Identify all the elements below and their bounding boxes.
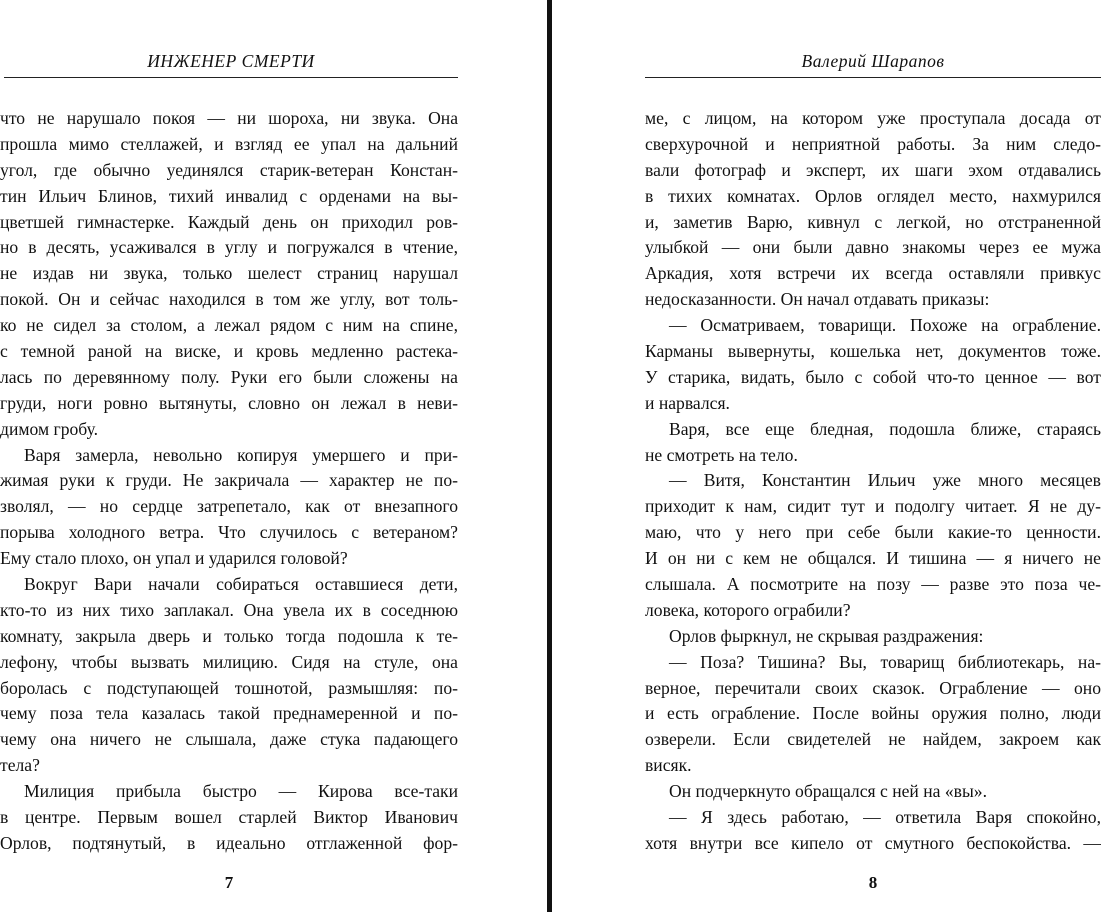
text-line: Карманы вывернуты, кошелька нет, документов тоже. [645,341,1101,362]
text-line: но в десять, усаживался в углу и погружался в чтение, [0,237,458,258]
left-page [0,0,458,912]
text-line: боролась с подступающей тошнотой, размышляя: по- [0,677,458,698]
text-line: и, заметив Варю, кивнул с легкой, но отстраненной [645,211,1101,232]
text-line: чему она ничего не слышала, даже стука падающего [0,729,458,750]
text-line: приходит к нам, сидит тут и подолгу читает. Я не ду- [645,496,1101,517]
page-number: 7 [224,873,234,892]
text-line: жимая руки к груди. Не закричала — характер не по- [0,470,458,491]
text-line: зволял, — но сердце затрепетало, как от внезапного [0,496,458,517]
text-line: хотя внутри все кипело от смутного беспокойства. — [645,832,1101,853]
text-line: Милиция прибыла быстро — Кирова все-таки [24,781,458,802]
text-line: И он ни с кем не общался. И тишина — я ничего не [645,548,1101,569]
text-line: димом гробу. [0,418,99,439]
running-head-author: Валерий Шарапов [645,49,1101,78]
page-body-text [645,106,1101,857]
text-line: тела? [0,755,40,776]
text-line: слышала. А посмотрите на позу — разве это поза че- [645,574,1101,595]
text-line: висяк. [645,755,692,776]
text-line: Варя замерла, невольно копируя умершего и при- [24,444,458,465]
text-line: груди, ноги ровно вытянуты, словно он лежал в неви- [0,392,458,413]
text-line: что не нарушало покоя — ни шороха, ни звука. Она [0,108,458,128]
text-line: — Поза? Тишина? Вы, товарищ библиотекарь, на- [669,651,1101,672]
page-body-text [0,106,458,857]
text-line: Он подчеркнуто обращался с ней на «вы». [669,781,987,802]
text-line: лефону, чтобы вызвать милицию. Сидя на стуле, она [0,651,458,672]
text-line: — Я здесь работаю, — ответила Варя спокойно, [669,807,1101,828]
text-line: в тихих комнатах. Орлов оглядел место, нахмурился [645,185,1101,206]
text-line: не издав ни звука, только шелест страниц нарушал [0,263,458,284]
text-line: кто-то из них тихо заплакал. Она увела их в соседнюю [0,599,458,620]
right-page [645,0,1101,912]
text-line: Орлов фыркнул, не скрывая раздражения: [669,625,984,646]
text-line: Орлов, подтянутый, в идеально отглаженной фор- [0,832,458,853]
text-line: чему поза тела казалась такой преднамеренной и по- [0,703,458,724]
text-line: угол, где обычно уединялся старик-ветеран Констан- [0,159,458,180]
text-line: Вокруг Вари начали собираться оставшиеся дети, [24,574,458,595]
running-head-book-title: ИНЖЕНЕР СМЕРТИ [4,49,458,78]
book-gutter-divider [547,0,552,912]
text-line: Ему стало плохо, он упал и ударился головой? [0,548,348,569]
text-line: ме, с лицом, на котором уже проступала досада от [645,108,1101,128]
text-line: ко не сидел за столом, а лежал рядом с ним на спине, [0,315,458,336]
text-line: ловека, которого ограбили? [645,599,851,620]
text-line: — Осматриваем, товарищи. Похоже на ограбление. [669,315,1101,336]
text-line: не смотреть на тело. [645,444,798,465]
text-line: — Витя, Константин Ильич уже много месяцев [669,470,1101,491]
text-line: и нарвался. [645,392,730,413]
text-line: цветшей гимнастерке. Каждый день он приходил ров- [0,211,458,232]
text-line: маю, что у него при себе были какие-то ценности. [645,522,1101,543]
text-line: верное, перечитали своих сказок. Ограбление — оно [645,677,1101,698]
text-line: улыбкой — они были давно знакомы через ее мужа [645,237,1101,258]
text-line: озверели. Если свидетелей не найдем, закроем как [645,729,1101,750]
text-line: в центре. Первым вошел старлей Виктор Иванович [0,807,458,828]
text-line: порыва холодного ветра. Что случилось с ветераном? [0,522,458,543]
text-line: недосказанности. Он начал отдавать приказы: [645,289,990,310]
text-line: с темной раной на виске, и кровь медленно растека- [0,341,458,362]
text-line: сверхурочной и неприятной работы. За ним следо- [645,133,1101,154]
page-number: 8 [868,873,878,892]
text-line: покой. Он и сейчас находился в том же углу, вот толь- [0,289,458,310]
text-line: Аркадия, хотя встречи их всегда оставляли привкус [645,263,1101,284]
text-line: вали фотограф и эксперт, их шаги эхом отдавались [645,159,1101,180]
text-line: тин Ильич Блинов, тихий инвалид с орденами на вы- [0,185,458,206]
text-line: комнату, закрыла дверь и только тогда подошла к те- [0,625,458,646]
text-line: прошла мимо стеллажей, и взгляд ее упал на дальний [0,133,458,154]
text-line: и есть ограбление. После войны оружия полно, люди [645,703,1101,724]
text-line: лась по деревянному полу. Руки его были сложены на [0,366,458,387]
text-line: У старика, видать, было с собой что-то ценное — вот [645,366,1101,387]
text-line: Варя, все еще бледная, подошла ближе, стараясь [669,418,1101,439]
